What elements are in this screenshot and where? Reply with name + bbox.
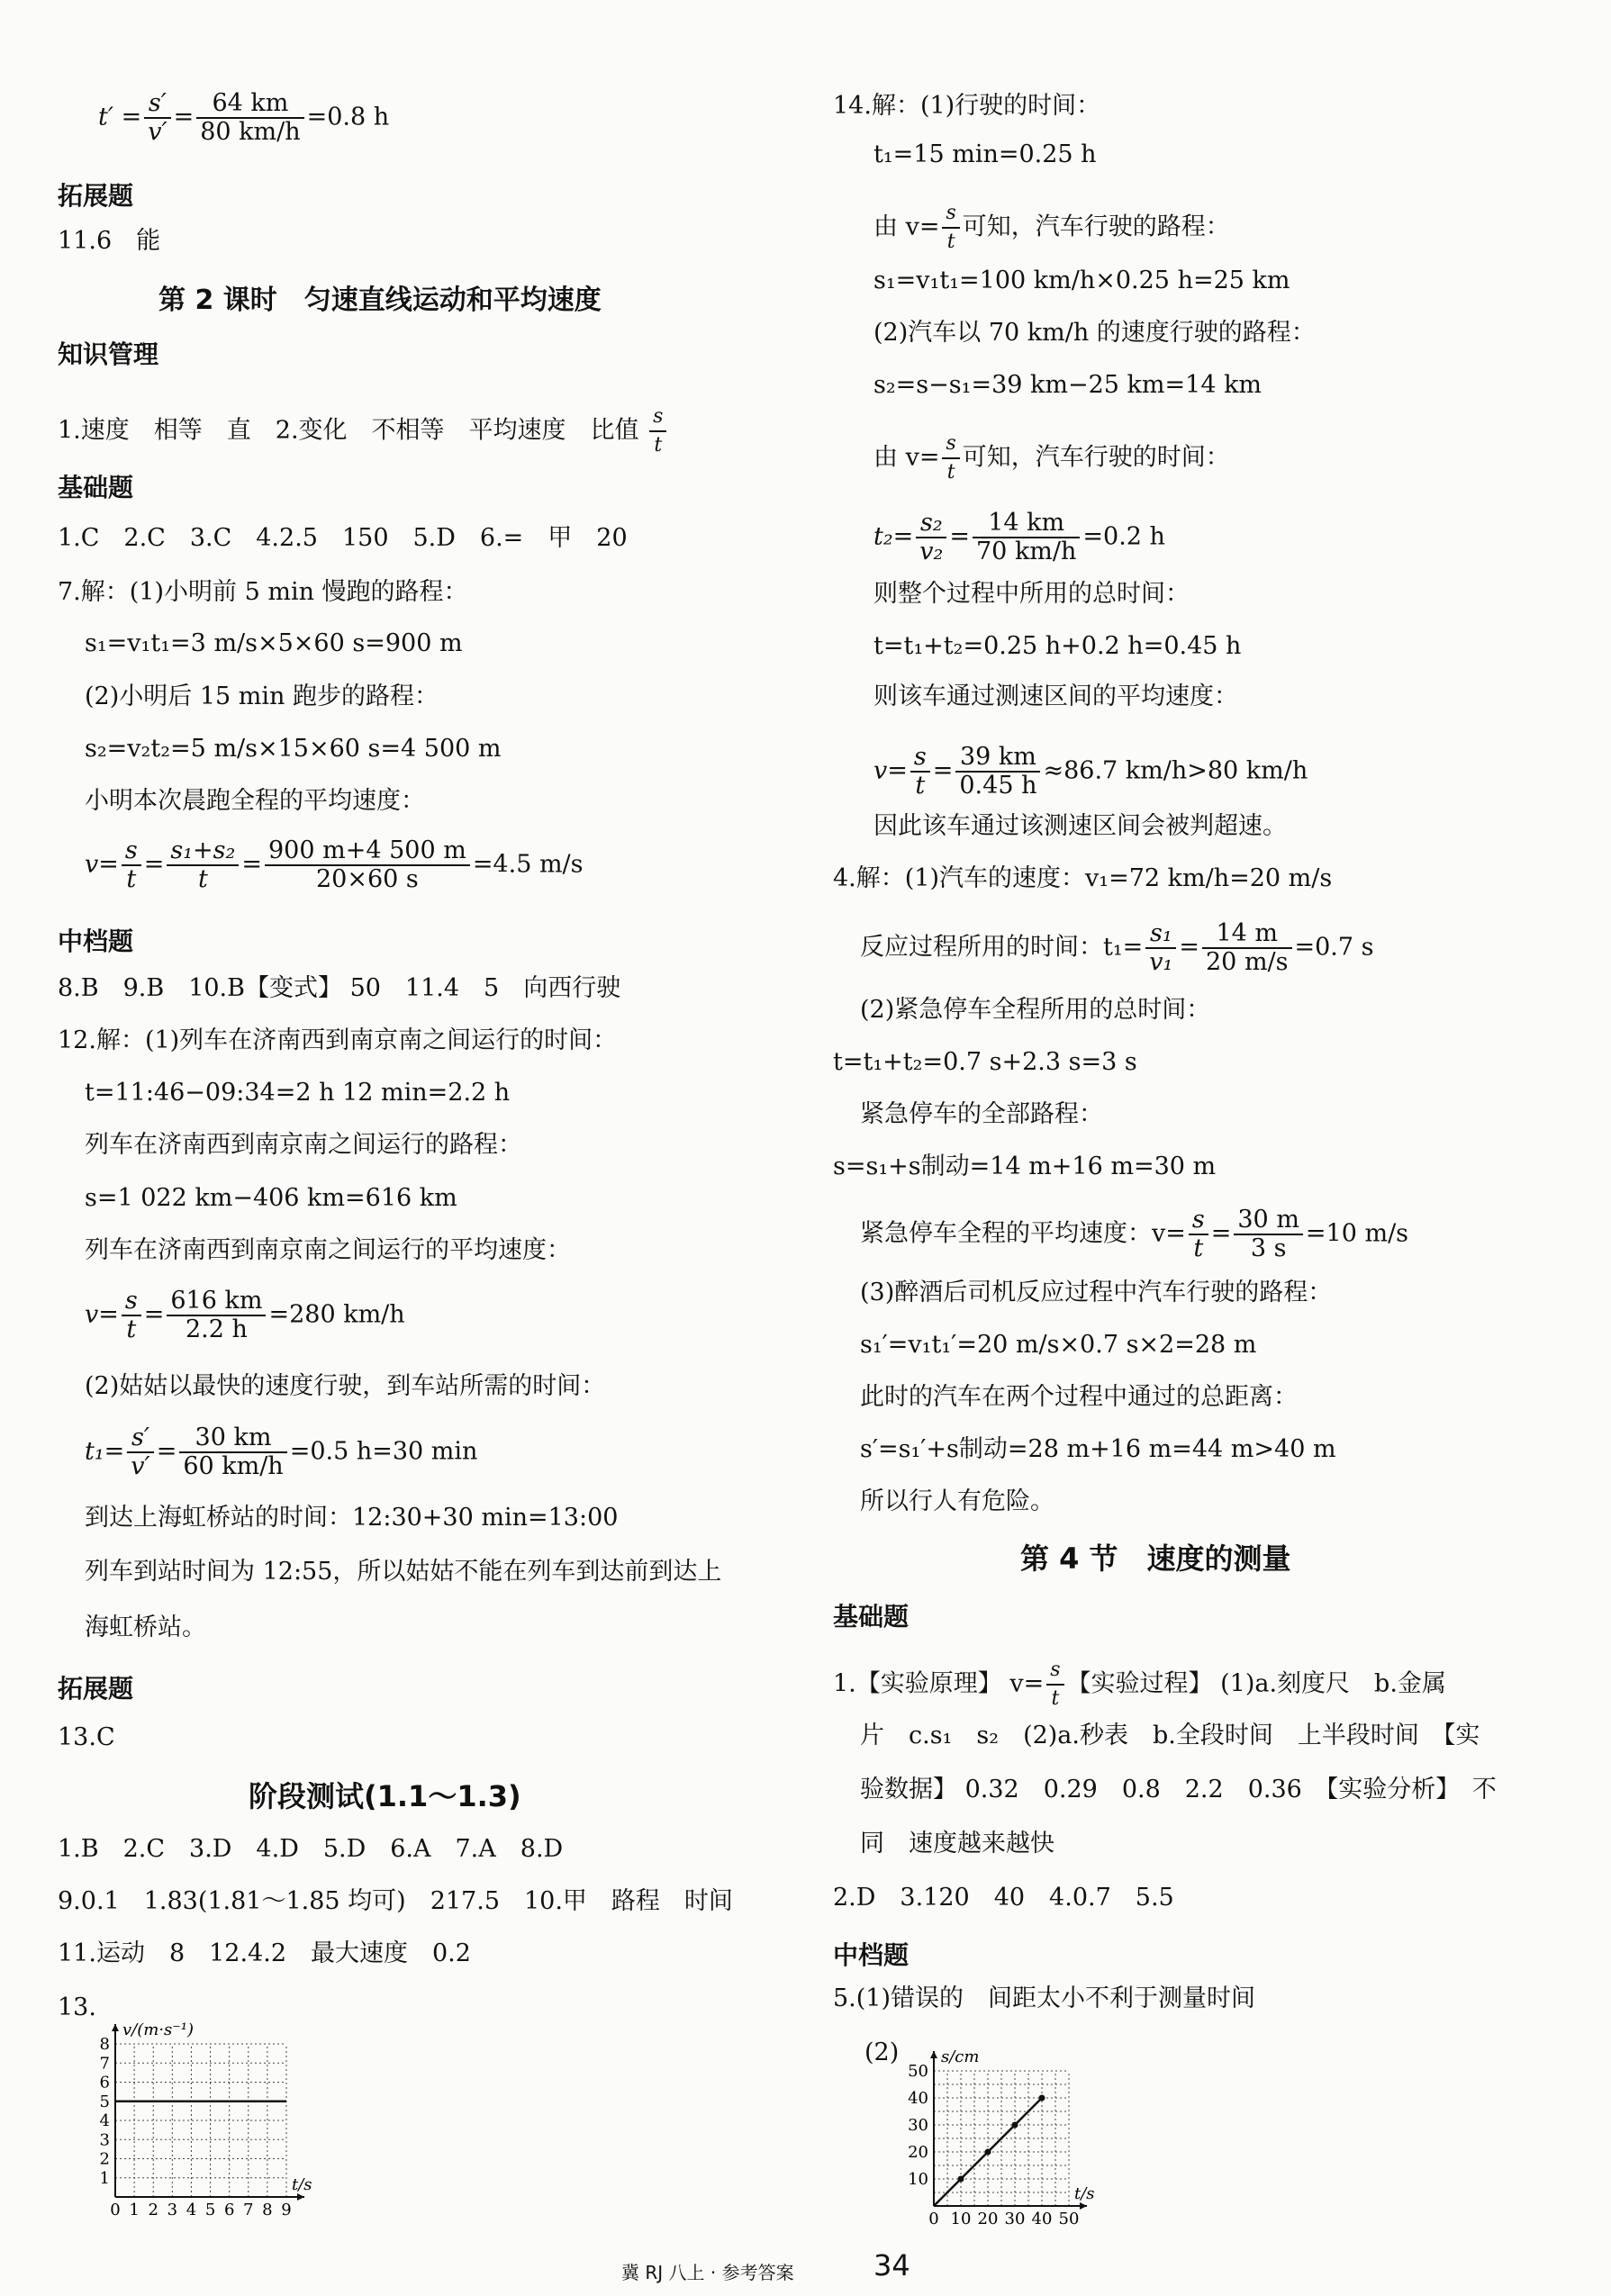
y-tick-label: 50 xyxy=(908,2062,928,2081)
solution-line: (2)紧急停车全程所用的总时间： xyxy=(860,996,1211,1024)
formula-line: v= $\frac{s}{t}$ = $\frac{616 km}{2.2 h}$ =280 km/h xyxy=(85,1287,405,1343)
x-tick-label: 8 xyxy=(262,2201,273,2219)
answer-line: 1.速度 相等 直 2.变化 不相等 平均速度 比值 $\frac{s}{t}$ xyxy=(58,403,669,459)
x-tick-label: 0 xyxy=(928,2210,939,2228)
y-tick-label: 8 xyxy=(99,2035,110,2054)
x-tick-label: 40 xyxy=(1031,2210,1053,2228)
solution-line: s₁=v₁t₁=3 m/s×5×60 s=900 m xyxy=(85,629,463,657)
solution-line: (2)姑姑以最快的速度行驶，到车站所需的时间： xyxy=(85,1372,606,1400)
y-tick-label: 2 xyxy=(99,2149,110,2169)
answer-line: 片 c.s₁ s₂ (2)a.秒表 b.全段时间 上半段时间 【实 xyxy=(860,1722,1480,1749)
x-axis-label: t/s xyxy=(1074,2184,1095,2203)
solution-line: 海虹桥站。 xyxy=(85,1614,206,1641)
x-axis-label: t/s xyxy=(292,2175,312,2194)
section-heading: 中档题 xyxy=(833,1940,910,1970)
solution-line: s₁=v₁t₁=100 km/h×0.25 h=25 km xyxy=(873,267,1290,294)
y-tick-label: 4 xyxy=(99,2111,110,2130)
solution-line: 因此该车通过该测速区间会被判超速。 xyxy=(873,812,1287,840)
solution-line: 列车在济南西到南京南之间运行的平均速度： xyxy=(85,1236,571,1264)
x-tick-label: 3 xyxy=(167,2201,178,2219)
formula-line: t′ = $\frac{s'}{v'}$ = $\frac{64 km}{80 km/h}$ =0.8 h xyxy=(98,89,390,146)
solution-line: s₁′=v₁t₁′=20 m/s×0.7 s×2=28 m xyxy=(860,1331,1257,1359)
answer-line: 同 速度越来越快 xyxy=(860,1830,1054,1858)
formula-line: v= $\frac{s}{t}$ = $\frac{\text{s₁+s₂}}{t}$ = $\frac{900 m+4 500 m}{20\times 60 s}$ =4.5 m/s xyxy=(85,836,584,893)
solution-line: (2)汽车以 70 km/h 的速度行驶的路程： xyxy=(873,319,1316,347)
data-point xyxy=(1012,2122,1018,2129)
y-tick-label: 5 xyxy=(99,2092,110,2111)
solution-line: t₁=15 min=0.25 h xyxy=(873,140,1097,168)
section-heading: 知识管理 xyxy=(58,339,159,369)
section-heading: 基础题 xyxy=(58,473,134,502)
section-heading: 拓展题 xyxy=(58,1674,134,1704)
solution-line: t=t₁+t₂=0.25 h+0.2 h=0.45 h xyxy=(873,632,1242,660)
solution-line: s=1 022 km−406 km=616 km xyxy=(85,1184,457,1212)
data-point xyxy=(958,2176,964,2183)
x-tick-label: 4 xyxy=(186,2201,197,2219)
solution-line: 14.解：(1)行驶的时间： xyxy=(833,92,1101,120)
formula-line: 紧急停车全程的平均速度：v= $\frac{s}{t}$ = $\frac{30 m}{3 s}$ =10 m/s xyxy=(860,1206,1409,1262)
section-title: 第 4 节 速度的测量 xyxy=(1020,1541,1291,1576)
st-chart xyxy=(896,2026,1148,2233)
answer-line: 验数据】 0.32 0.29 0.8 2.2 0.36 【实验分析】 不 xyxy=(860,1776,1497,1803)
solution-line: 小明本次晨跑全程的平均速度： xyxy=(85,787,425,815)
solution-line: s₂=s−s₁=39 km−25 km=14 km xyxy=(873,371,1263,399)
y-tick-label: 7 xyxy=(99,2054,110,2074)
solution-line: 则该车通过测速区间的平均速度： xyxy=(873,682,1238,710)
formula-line: 反应过程所用的时间：t₁= $\frac{\text{s₁}}{\text{v₁}}$ = $\frac{14 m}{20 m/s}$ =0.7 s xyxy=(860,919,1374,976)
solution-line: 4.解：(1)汽车的速度：v₁=72 km/h=20 m/s xyxy=(833,864,1333,892)
solution-line: 列车在济南西到南京南之间运行的路程： xyxy=(85,1131,522,1159)
solution-line: 7.解：(1)小明前 5 min 慢跑的路程： xyxy=(58,578,468,606)
formula-line: 由 v= $\frac{s}{t}$ 可知，汽车行驶的时间： xyxy=(873,432,1230,484)
formula-line: v= $\frac{s}{t}$ = $\frac{39 km}{0.45 h}$ ≈86.7 km/h>80 km/h xyxy=(873,743,1308,800)
solution-line: s′=s₁′+s制动=28 m+16 m=44 m>40 m xyxy=(860,1435,1336,1463)
section-heading: 中档题 xyxy=(58,927,134,956)
answer-line: 1.【实验原理】 v= $\frac{s}{t}$ 【实验过程】 (1)a.刻度尺 b.金属 xyxy=(833,1659,1446,1710)
solution-line: 所以行人有危险。 xyxy=(860,1487,1054,1515)
solution-line: 12.解：(1)列车在济南西到南京南之间运行的时间： xyxy=(58,1026,618,1054)
solution-line: 则整个过程中所用的总时间： xyxy=(873,580,1190,608)
y-tick-label: 1 xyxy=(99,2168,110,2188)
answer-line: (2) xyxy=(864,2038,900,2066)
section-heading: 基础题 xyxy=(833,1602,910,1632)
x-axis-arrow xyxy=(1080,2202,1087,2210)
fraction: $\frac{64 km}{80 km/h}$ xyxy=(196,90,303,146)
solution-line: t=t₁+t₂=0.7 s+2.3 s=3 s xyxy=(833,1048,1137,1076)
x-tick-label: 0 xyxy=(110,2201,121,2219)
formula-line: 由 v= $\frac{s}{t}$ 可知，汽车行驶的路程： xyxy=(873,202,1230,253)
lesson-title: 第 2 课时 匀速直线运动和平均速度 xyxy=(158,285,602,316)
vt-chart xyxy=(90,1990,324,2224)
x-tick-label: 6 xyxy=(223,2201,235,2219)
answer-line: 13. xyxy=(58,1993,96,2021)
solution-line: (3)醉酒后司机反应过程中汽车行驶的路程： xyxy=(860,1279,1333,1306)
y-tick-label: 10 xyxy=(908,2170,928,2189)
answer-line: 8.B 9.B 10.B【变式】 50 11.4 5 向西行驶 xyxy=(58,974,621,1002)
answer-line: 13.C xyxy=(58,1723,115,1751)
data-point xyxy=(985,2149,991,2156)
x-tick-label: 1 xyxy=(129,2201,140,2219)
solution-line: 到达上海虹桥站的时间：12:30+30 min=13:00 xyxy=(85,1504,619,1532)
formula-line: t₂= $\frac{\text{s₂}}{\text{v₂}}$ = $\frac{14 km}{70 km/h}$ =0.2 h xyxy=(873,509,1165,565)
footer-label: 冀 RJ 八上 · 参考答案 xyxy=(621,2262,794,2283)
y-axis-label: v/(m·s⁻¹) xyxy=(122,2020,195,2039)
x-tick-label: 7 xyxy=(243,2201,254,2219)
solution-line: s=s₁+s制动=14 m+16 m=30 m xyxy=(833,1153,1217,1180)
y-tick-label: 30 xyxy=(908,2116,928,2135)
x-tick-label: 2 xyxy=(148,2201,158,2219)
y-axis-arrow xyxy=(930,2051,937,2058)
answer-line: 5.(1)错误的 间距太小不利于测量时间 xyxy=(833,1984,1256,2012)
solution-line: 此时的汽车在两个过程中通过的总距离： xyxy=(860,1383,1298,1411)
y-tick-label: 40 xyxy=(908,2089,928,2108)
x-tick-label: 9 xyxy=(281,2201,292,2219)
answer-line: 1.B 2.C 3.D 4.D 5.D 6.A 7.A 8.D xyxy=(58,1835,564,1863)
data-point xyxy=(1039,2095,1045,2102)
fraction: $\frac{s'}{v'}$ xyxy=(144,90,170,146)
formula-text: t′ = xyxy=(98,103,142,131)
fraction: $\frac{s}{t}$ xyxy=(649,403,666,459)
formula-line: t₁= $\frac{s'}{v'}$ = $\frac{30 km}{60 km/h}$ =0.5 h=30 min xyxy=(85,1424,478,1480)
y-tick-label: 20 xyxy=(908,2143,928,2162)
y-axis-label: s/cm xyxy=(941,2047,980,2066)
y-tick-label: 3 xyxy=(99,2130,110,2150)
answer-line: 9.0.1 1.83(1.81～1.85 均可) 217.5 10.甲 路程 时间 xyxy=(58,1887,733,1915)
y-tick-label: 6 xyxy=(99,2073,110,2093)
x-tick-label: 50 xyxy=(1058,2210,1080,2228)
y-axis-arrow xyxy=(112,2024,119,2031)
solution-line: 列车到站时间为 12:55，所以姑姑不能在列车到达前到达上 xyxy=(85,1558,722,1586)
solution-line: 紧急停车的全部路程： xyxy=(860,1100,1103,1128)
solution-line: (2)小明后 15 min 跑步的路程： xyxy=(85,682,439,710)
test-title: 阶段测试(1.1～1.3) xyxy=(249,1779,521,1813)
answer-line: 1.C 2.C 3.C 4.2.5 150 5.D 6.= 甲 20 xyxy=(58,524,628,552)
solution-line: t=11:46−09:34=2 h 12 min=2.2 h xyxy=(85,1079,511,1107)
x-tick-label: 20 xyxy=(977,2210,999,2228)
answer-line: 11.运动 8 12.4.2 最大速度 0.2 xyxy=(58,1939,471,1967)
solution-line: s₂=v₂t₂=5 m/s×15×60 s=4 500 m xyxy=(85,735,502,763)
answer-line: 2.D 3.120 40 4.0.7 5.5 xyxy=(833,1884,1174,1912)
x-tick-label: 5 xyxy=(204,2201,216,2219)
answer-line: 11.6 能 xyxy=(58,227,161,255)
page-number: 34 xyxy=(873,2248,910,2282)
x-tick-label: 30 xyxy=(1004,2210,1026,2228)
x-axis-arrow xyxy=(297,2193,304,2201)
x-tick-label: 10 xyxy=(950,2210,972,2228)
section-heading: 拓展题 xyxy=(58,181,134,211)
